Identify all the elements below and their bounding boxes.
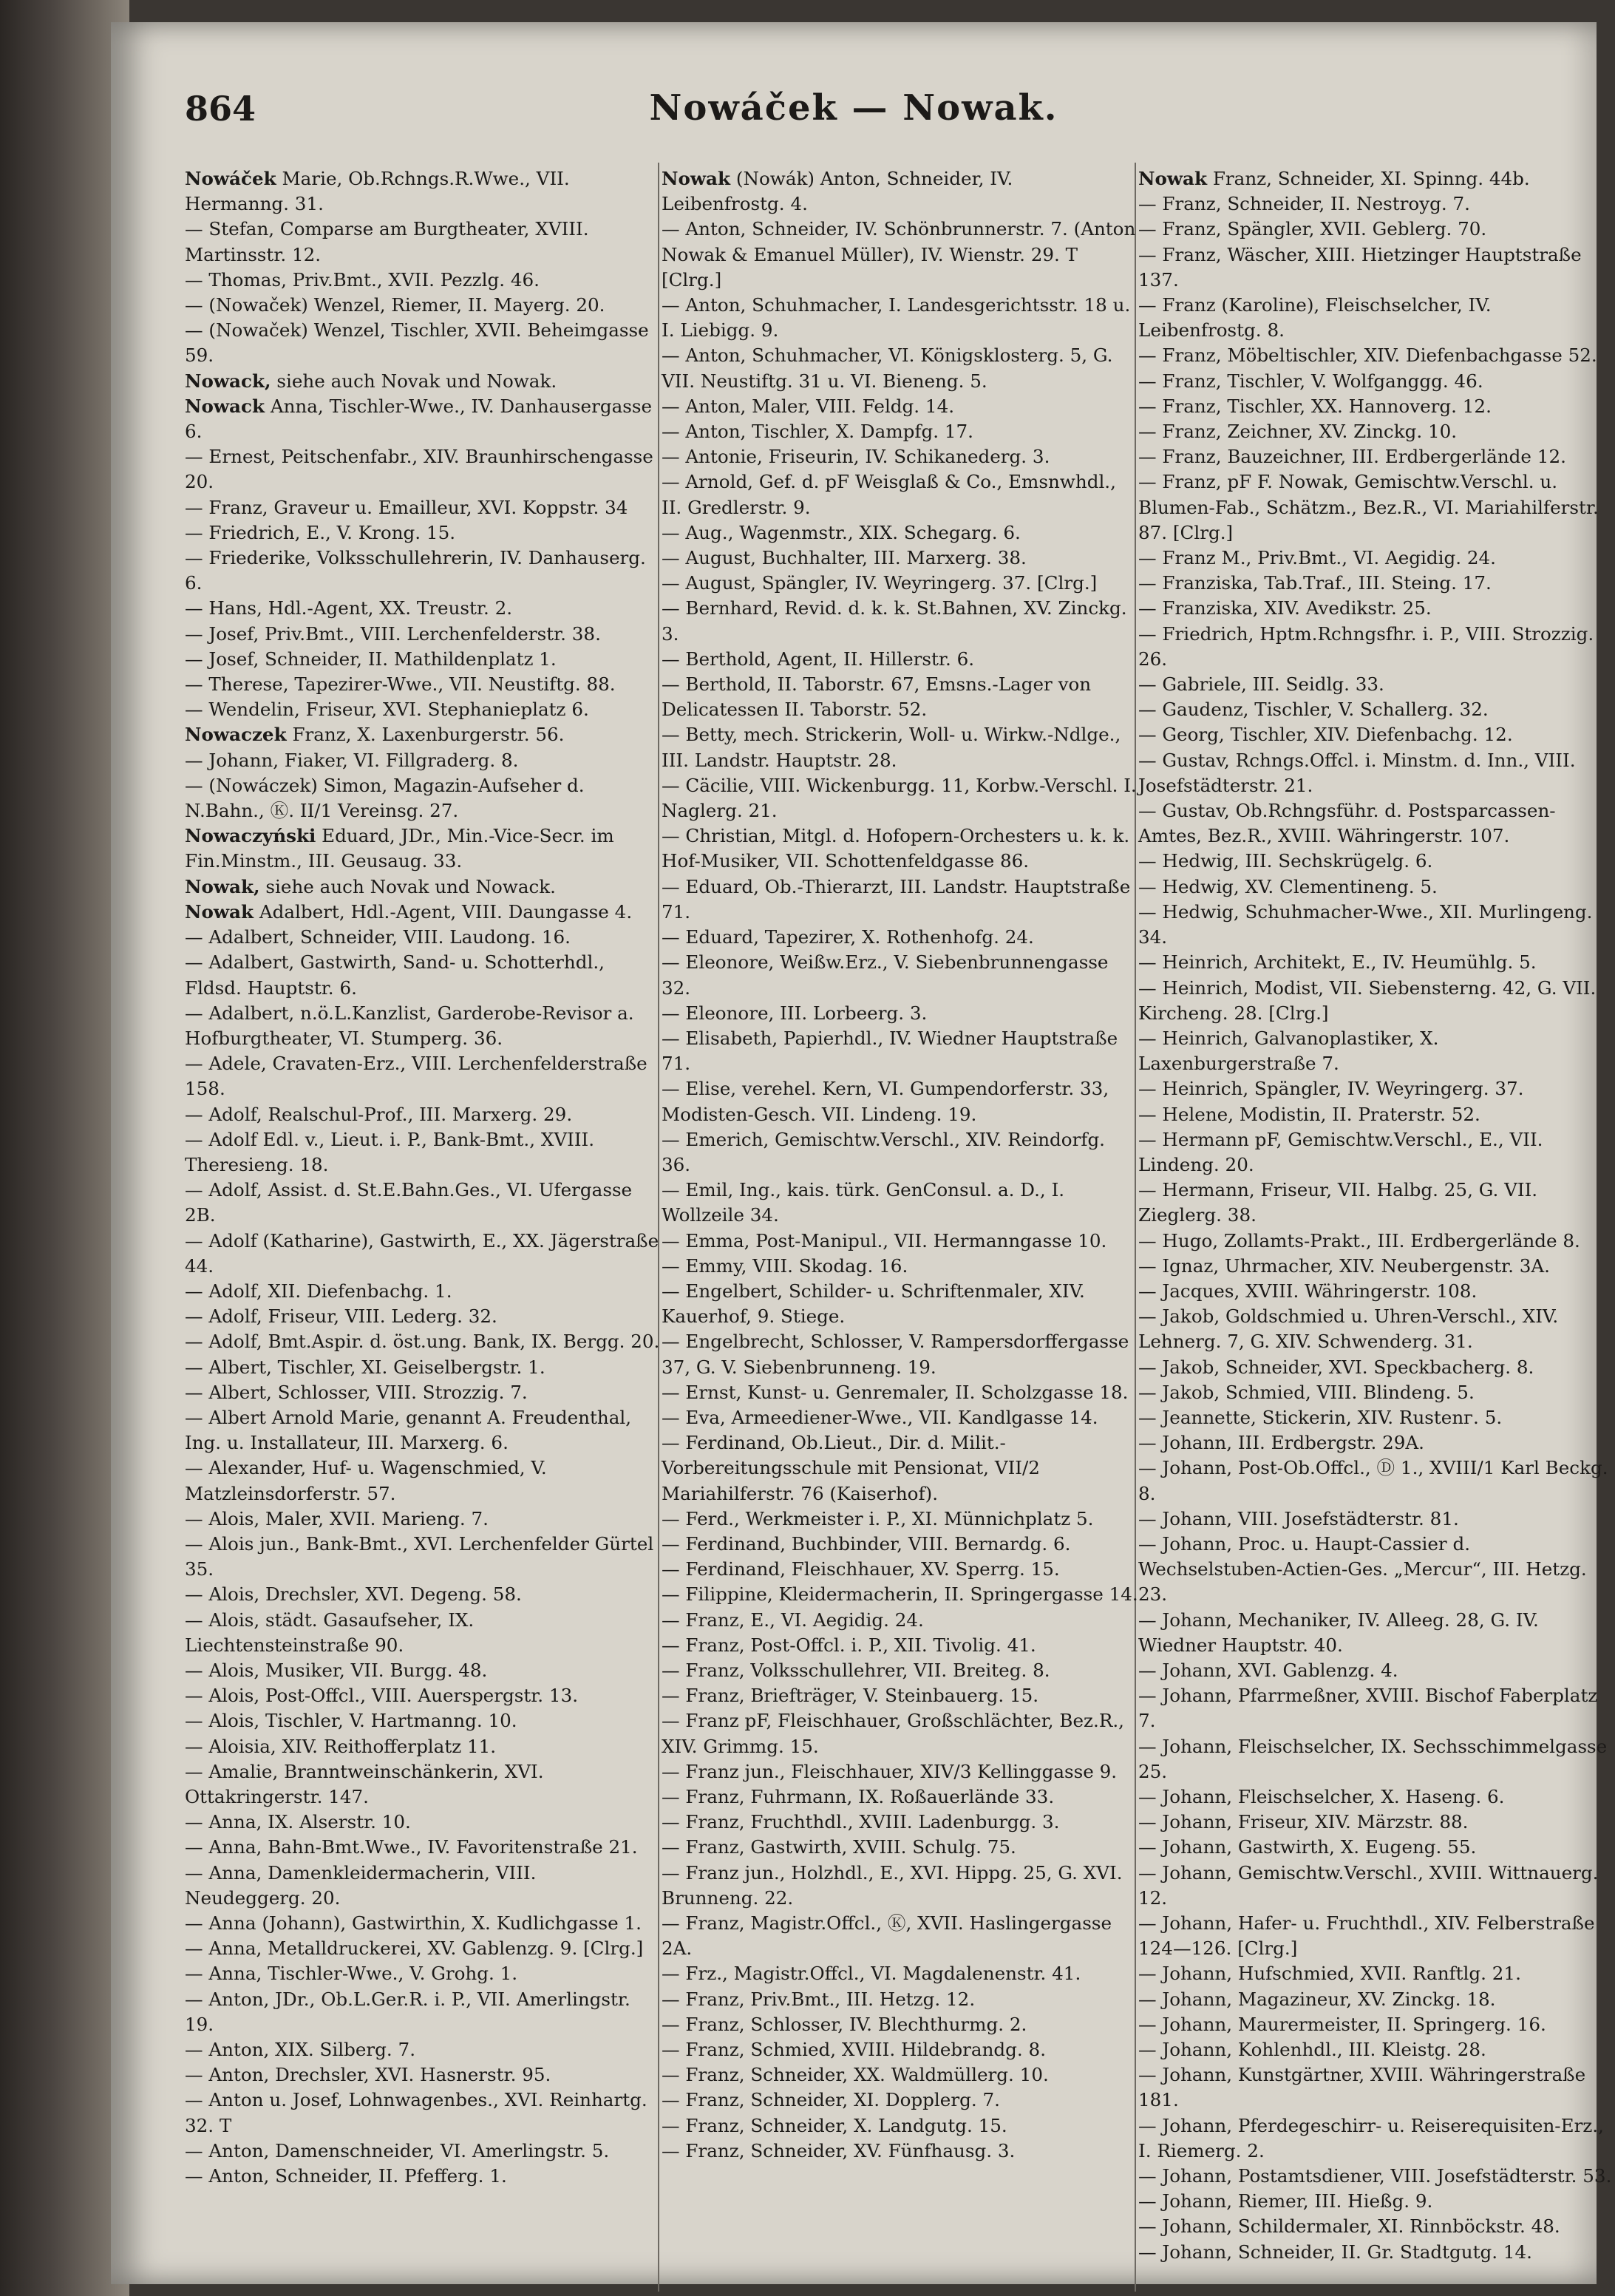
directory-entry: — Alois, städt. Gasaufseher, IX. Liechtensteinstraße 90. [185,1609,475,1656]
directory-entry: — Franz, Möbeltischler, XIV. Diefenbachgasse 52. [1138,344,1597,367]
directory-entry: — Johann, Hufschmied, XVII. Ranftlg. 21. [1138,1963,1521,1985]
directory-entry: — Anna, Metalldruckerei, XV. Gablenzg. 9. [Clrg.] [185,1937,644,1960]
directory-entry: — Johann, Kohlenhdl., III. Kleistg. 28. [1138,2039,1486,2061]
directory-entry: — Franz, Volksschullehrer, VII. Breiteg. 8. [662,1659,1050,1681]
directory-entry: Nowáček Marie, Ob.Rchngs.R.Wwe., VII. Hermanng. 31. [185,168,570,215]
directory-entry: — Franz (Karoline), Fleischselcher, IV. Leibenfrostg. 8. [1138,294,1492,342]
directory-entry: — Wendelin, Friseur, XVI. Stephanieplatz 6. [185,699,589,721]
directory-entry: — Franz, Wäscher, XIII. Hietzinger Hauptstraße 137. [1138,243,1582,291]
directory-entry: — Franz, Schneider, XX. Waldmüllerg. 10. [662,2064,1049,2086]
directory-entry: — Hermann, Friseur, VII. Halbg. 25, G. VII. Zieglerg. 38. [1138,1179,1538,1226]
directory-entry: — Emerich, Gemischtw.Verschl., XIV. Reindorfg. 36. [662,1128,1105,1175]
directory-entry: — Johann, Pferdegeschirr- u. Reiserequisiten-Erz., I. Riemerg. 2. [1138,2114,1604,2161]
directory-entry: — Alexander, Huf- u. Wagenschmied, V. Matzleinsdorferstr. 57. [185,1457,547,1504]
directory-entry: — Albert, Tischler, XI. Geiselbergstr. 1. [185,1356,545,1378]
directory-entry: — Amalie, Branntweinschänkerin, XVI. Ottakringerstr. 147. [185,1760,544,1807]
directory-entry: — Emil, Ing., kais. türk. GenConsul. a. D., I. Wollzeile 34. [662,1179,1065,1226]
directory-entry: — Franziska, XIV. Avedikstr. 25. [1138,597,1432,619]
directory-entry: — Johann, III. Erdbergstr. 29A. [1138,1432,1424,1454]
directory-entry: — Thomas, Priv.Bmt., XVII. Pezzlg. 46. [185,268,540,291]
directory-entry: — Jacques, XVIII. Währingerstr. 108. [1138,1280,1478,1302]
directory-entry: — Elise, verehel. Kern, VI. Gumpendorferstr. 33, Modisten-Gesch. VII. Lindeng. 19. [662,1078,1109,1125]
directory-entry: — Franz, Schneider, X. Landgutg. 15. [662,2114,1007,2136]
directory-entry: — Hedwig, XV. Clementineng. 5. [1138,875,1438,897]
directory-entry: — Antonie, Friseurin, IV. Schikanederg. 3. [662,446,1050,468]
directory-entry: — Ferdinand, Fleischhauer, XV. Sperrg. 15. [662,1558,1060,1580]
directory-entry: — Friedrich, E., V. Krong. 15. [185,521,456,543]
directory-entry: — Franz, Briefträger, V. Steinbauerg. 15. [662,1685,1039,1707]
directory-entry: — Franz, Spängler, XVII. Geblerg. 70. [1138,218,1487,240]
directory-entry: — Albert Arnold Marie, genannt A. Freudenthal, Ing. u. Installateur, III. Marxerg. 6. [185,1406,632,1454]
directory-entry: — Johann, Magazineur, XV. Zinckg. 18. [1138,1988,1496,2010]
directory-entry: — Johann, Hafer- u. Fruchthdl., XIV. Felberstraße 124—126. [Clrg.] [1138,1912,1595,1960]
directory-entry: — Adalbert, n.ö.L.Kanzlist, Garderobe-Revisor a. Hofburgtheater, VI. Stumperg. 36. [185,1002,634,1049]
directory-entry: — Adolf, Bmt.Aspir. d. öst.ung. Bank, IX. Bergg. 20. [185,1331,660,1353]
directory-entry: — Franz pF, Fleischhauer, Großschlächter, Bez.R., XIV. Grimmg. 15. [662,1710,1124,1757]
directory-entry: — Franz, Gastwirth, XVIII. Schulg. 75. [662,1836,1016,1858]
directory-entry: — Adalbert, Schneider, VIII. Laudong. 16. [185,926,571,948]
directory-entry: — Elisabeth, Papierhdl., IV. Wiedner Hauptstraße 71. [662,1027,1118,1075]
directory-entry: — Adele, Cravaten-Erz., VIII. Lerchenfelderstraße 158. [185,1053,647,1100]
directory-entry: — Hans, Hdl.-Agent, XX. Treustr. 2. [185,597,513,619]
directory-entry: — Georg, Tischler, XIV. Diefenbachg. 12. [1138,724,1513,746]
directory-entry: — Gustav, Rchngs.Offcl. i. Minstm. d. Inn., VIII. Josefstädterstr. 21. [1138,749,1576,796]
directory-entry: — Eduard, Ob.-Thierarzt, III. Landstr. Hauptstraße 71. [662,875,1131,923]
directory-entry: — Josef, Priv.Bmt., VIII. Lerchenfelderstr. 38. [185,622,601,645]
directory-entry: — Franz, E., VI. Aegidig. 24. [662,1609,924,1631]
directory-entry: — Jakob, Schneider, XVI. Speckbacherg. 8. [1138,1356,1534,1378]
directory-entry: — Ferdinand, Ob.Lieut., Dir. d. Milit.-Vorbereitungsschule mit Pensionat, VII/2 Mariahilferstr. 76 (Kaiserhof). [662,1432,1040,1504]
directory-entry: — Berthold, Agent, II. Hillerstr. 6. [662,648,975,670]
directory-entry: — Alois, Tischler, V. Hartmanng. 10. [185,1710,517,1732]
directory-entry: — Anton, XIX. Silberg. 7. [185,2039,416,2061]
directory-entry: — Johann, Gastwirth, X. Eugeng. 55. [1138,1836,1477,1858]
directory-entry: — Eva, Armeediener-Wwe., VII. Kandlgasse 14. [662,1406,1098,1428]
directory-entry: — Aug., Wagenmstr., XIX. Schegarg. 6. [662,521,1021,543]
directory-entry: — Johann, Maurermeister, II. Springerg. 16. [1138,2013,1546,2035]
directory-entry: — Adolf, Friseur, VIII. Lederg. 32. [185,1305,497,1328]
directory-entry: — Filippine, Kleidermacherin, II. Springergasse 14. [662,1583,1138,1606]
directory-entry: Nowack, siehe auch Novak und Nowak. [185,370,557,392]
directory-entry: — Jakob, Goldschmied u. Uhren-Verschl., XIV. Lehnerg. 7, G. XIV. Schwenderg. 31. [1138,1305,1559,1353]
directory-entry: — Franz, Schneider, XI. Dopplerg. 7. [662,2089,1000,2111]
directory-entry: — Ferd., Werkmeister i. P., XI. Münnichplatz 5. [662,1507,1094,1529]
directory-entry: — Franz, Schmied, XVIII. Hildebrandg. 8. [662,2039,1047,2061]
directory-entry: — August, Buchhalter, III. Marxerg. 38. [662,547,1027,569]
directory-entry: — Adolf, XII. Diefenbachg. 1. [185,1280,452,1302]
directory-entry: — Hedwig, III. Sechskrügelg. 6. [1138,850,1433,872]
directory-entry: — Franz, Bauzeichner, III. Erdbergerlände 12. [1138,446,1566,468]
directory-entry: — Johann, Proc. u. Haupt-Cassier d. Wechselstuben-Actien-Ges. „Mercur“, III. Hetzg. 23. [1138,1532,1587,1606]
directory-entry: — Ferdinand, Buchbinder, VIII. Bernardg. 6. [662,1532,1071,1555]
directory-entry: — (Nowáczek) Simon, Magazin-Aufseher d. N.Bahn., Ⓚ. II/1 Vereinsg. 27. [185,774,585,822]
directory-entry: — Berthold, II. Taborstr. 67, Emsns.-Lager von Delicatessen II. Taborstr. 52. [662,673,1092,721]
directory-entry: — Eleonore, Weißw.Erz., V. Siebenbrunnengasse 32. [662,951,1109,999]
directory-entry: — Anton u. Josef, Lohnwagenbes., XVI. Reinhartg. 32. T [185,2089,647,2136]
directory-entry: — Alois, Drechsler, XVI. Degeng. 58. [185,1583,522,1606]
directory-entry: — Johann, Schneider, II. Gr. Stadtgutg. 14. [1138,2241,1532,2263]
directory-entry: Nowak (Nowák) Anton, Schneider, IV. Leibenfrostg. 4. [662,168,1013,215]
directory-entry: — Ernst, Kunst- u. Genremaler, II. Scholzgasse 18. [662,1381,1129,1403]
directory-entry: — Heinrich, Modist, VII. Siebensterng. 42, G. VII. Kircheng. 28. [Clrg.] [1138,977,1597,1024]
directory-entry: — Franz, Post-Offcl. i. P., XII. Tivolig. 41. [662,1634,1036,1656]
page-number: 864 [185,89,256,129]
directory-entry: — Anna, Damenkleidermacherin, VIII. Neudeggerg. 20. [185,1861,537,1909]
directory-entry: — Betty, mech. Strickerin, Woll- u. Wirkw.-Ndlge., III. Landstr. Hauptstr. 28. [662,724,1121,771]
directory-entry: — Gaudenz, Tischler, V. Schallerg. 32. [1138,699,1489,721]
directory-entry: — Emma, Post-Manipul., VII. Hermanngasse 10. [662,1229,1107,1251]
directory-entry: — Johann, Friseur, XIV. Märzstr. 88. [1138,1811,1469,1833]
directory-entry: — Eduard, Tapezirer, X. Rothenhofg. 24. [662,926,1034,948]
directory-entry: — Heinrich, Architekt, E., IV. Heumühlg. 5. [1138,951,1537,974]
directory-entry: — Cäcilie, VIII. Wickenburgg. 11, Korbw.-Verschl. I. Naglerg. 21. [662,774,1137,822]
directory-entry: — Stefan, Comparse am Burgtheater, XVIII. Martinsstr. 12. [185,218,589,265]
directory-entry: Nowaczyński Eduard, JDr., Min.-Vice-Secr. im Fin.Minstm., III. Geusaug. 33. [185,825,614,872]
directory-entry: — Anton, JDr., Ob.L.Ger.R. i. P., VII. Amerlingstr. 19. [185,1988,630,2035]
directory-entry: — Franz M., Priv.Bmt., VI. Aegidig. 24. [1138,547,1496,569]
directory-entry: — (Nowaček) Wenzel, Riemer, II. Mayerg. 20. [185,294,605,316]
directory-entry: — Albert, Schlosser, VIII. Strozzig. 7. [185,1381,528,1403]
directory-entry: — Anton, Maler, VIII. Feldg. 14. [662,395,955,417]
directory-entry: — Anton, Tischler, X. Dampfg. 17. [662,421,973,443]
directory-entry: — Johann, Kunstgärtner, XVIII. Währingerstraße 181. [1138,2064,1586,2111]
directory-entry: — Johann, Riemer, III. Hießg. 9. [1138,2190,1433,2212]
directory-entry: — Anton, Drechsler, XVI. Hasnerstr. 95. [185,2064,551,2086]
directory-entry: — Johann, Mechaniker, IV. Alleeg. 28, G. IV. Wiedner Hauptstr. 40. [1138,1609,1539,1656]
directory-entry: — Hedwig, Schuhmacher-Wwe., XII. Murlingeng. 34. [1138,900,1593,948]
directory-entry: — Franz, Schneider, XV. Fünfhausg. 3. [662,2139,1016,2161]
directory-entry: — Johann, Schildermaler, XI. Rinnböckstr. 48. [1138,2215,1560,2238]
column-left [185,166,662,2189]
directory-entry: — Johann, Fleischselcher, X. Haseng. 6. [1138,1786,1505,1807]
directory-entry: — Anton, Damenschneider, VI. Amerlingstr. 5. [185,2139,610,2161]
directory-entry: — Arnold, Gef. d. pF Weisglaß & Co., Emsnwhdl., II. Gredlerstr. 9. [662,471,1116,518]
directory-entry: — Franz, Priv.Bmt., III. Hetzg. 12. [662,1988,976,2010]
directory-entry: — Adolf Edl. v., Lieut. i. P., Bank-Bmt., XVIII. Theresieng. 18. [185,1128,595,1175]
directory-entry: — Hugo, Zollamts-Prakt., III. Erdbergerlände 8. [1138,1229,1580,1251]
directory-entry: — Anna, Bahn-Bmt.Wwe., IV. Favoritenstraße 21. [185,1836,638,1858]
directory-page [111,22,1612,2284]
directory-entry: — Johann, Gemischtw.Verschl., XVIII. Wittnauerg. 12. [1138,1861,1599,1909]
directory-entry: — Franz jun., Fleischhauer, XIV/3 Kellinggasse 9. [662,1760,1118,1782]
directory-entry: — Jeannette, Stickerin, XIV. Rustenг. 5. [1138,1406,1503,1428]
running-head: Nowáček — Nowak. [649,87,1058,129]
directory-entry: — Friederike, Volksschullehrerin, IV. Danhauserg. 6. [185,547,646,594]
directory-entry: — Heinrich, Galvanoplastiker, X. Laxenburgerstraße 7. [1138,1027,1439,1075]
directory-entry: — Franz, Tischler, V. Wolfganggg. 46. [1138,370,1483,392]
directory-entry: — Franz, Fuhrmann, IX. Roßauerlände 33. [662,1786,1055,1807]
directory-entry: — Josef, Schneider, II. Mathildenplatz 1. [185,648,557,670]
directory-entry: — Johann, Fleischselcher, IX. Sechsschimmelgasse 25. [1138,1735,1608,1782]
directory-entry: — Johann, Fiaker, VI. Fillgraderg. 8. [185,749,519,771]
directory-entry: — Ernest, Peitschenfabr., XIV. Braunhirschengasse 20. [185,446,653,493]
directory-entry: — Ignaz, Uhrmacher, XIV. Neubergenstr. 3A. [1138,1254,1550,1277]
directory-entry: — Alois, Maler, XVII. Marieng. 7. [185,1507,489,1529]
directory-entry: — Johann, Pfarrmeßner, XVIII. Bischof Faberplatz 7. [1138,1685,1598,1732]
directory-entry: — Adalbert, Gastwirth, Sand- u. Schotterhdl., Fldsd. Hauptstr. 6. [185,951,605,999]
directory-entry: — Jakob, Schmied, VIII. Blindeng. 5. [1138,1381,1475,1403]
directory-entry: — Friedrich, Hptm.Rchngsfhr. i. P., VIII. Strozzig. 26. [1138,622,1594,670]
directory-entry: — Heinrich, Spängler, IV. Weyringerg. 37. [1138,1078,1524,1100]
directory-entry: — Johann, Post-Ob.Offcl., Ⓓ 1., XVIII/1 Karl Beckg. 8. [1138,1457,1608,1504]
directory-entry: — (Nowaček) Wenzel, Tischler, XVII. Beheimgasse 59. [185,319,649,367]
directory-entry: — Franz, pF F. Nowak, Gemischtw.Verschl. u. Blumen-Fab., Schätzm., Bez.R., VI. Mariahilferstr. 87. [Clrg.] [1138,471,1599,543]
directory-entry: — Franz, Tischler, XX. Hannoverg. 12. [1138,395,1492,417]
directory-entry: — Gustav, Ob.Rchngsführ. d. Postsparcassen-Amtes, Bez.R., XVIII. Währingerstr. 107. [1138,800,1556,847]
directory-entry: Nowak Adalbert, Hdl.-Agent, VIII. Daungasse 4. [185,900,633,923]
directory-entry: — Johann, Postamtsdiener, VIII. Josefstädterstr. 53. [1138,2165,1612,2187]
directory-entry: — Franziska, Tab.Traf., III. Steing. 17. [1138,572,1492,594]
directory-entry: — Engelbrecht, Schlosser, V. Rampersdorffergasse 37, G. V. Siebenbrunneng. 19. [662,1331,1129,1378]
directory-entry: — Therese, Tapezirer-Wwe., VII. Neustiftg. 88. [185,673,616,696]
directory-entry: — Franz, Schneider, II. Nestroyg. 7. [1138,193,1470,215]
directory-entry: Nowak, siehe auch Novak und Nowack. [185,875,556,897]
directory-entry: — Anna, Tischler-Wwe., V. Grohg. 1. [185,1963,518,1985]
directory-entry: — Frz., Magistr.Offcl., VI. Magdalenenstr. 41. [662,1963,1081,1985]
directory-entry: — Helene, Modistin, II. Praterstr. 52. [1138,1103,1480,1125]
directory-entry: — Franz, Graveur u. Emailleur, XVI. Koppstr. 34 [185,496,628,518]
directory-entry: — Emmy, VIII. Skodag. 16. [662,1254,908,1277]
directory-entry: — Anton, Schneider, II. Pfefferg. 1. [185,2165,507,2187]
directory-entry: — Anna, IX. Alserstr. 10. [185,1811,411,1833]
directory-entry: — Franz, Schlosser, IV. Blechthurmg. 2. [662,2013,1027,2035]
directory-entry: — August, Spängler, IV. Weyringerg. 37. [Clrg.] [662,572,1098,594]
directory-entry: — Alois, Musiker, VII. Burgg. 48. [185,1659,488,1681]
book-binding-edge [0,0,129,2296]
directory-entry: — Hermann pF, Gemischtw.Verschl., E., VII. Lindeng. 20. [1138,1128,1543,1175]
directory-entry: — Engelbert, Schilder- u. Schriftenmaler, XIV. Kauerhof, 9. Stiege. [662,1280,1085,1328]
directory-entry: — Johann, VIII. Josefstädterstr. 81. [1138,1507,1459,1529]
directory-entry: — Aloisia, XIV. Reithofferplatz 11. [185,1735,497,1757]
column-middle [662,166,1138,2164]
directory-entry: — Alois jun., Bank-Bmt., XVI. Lerchenfelder Gürtel 35. [185,1532,654,1580]
directory-entry: — Adolf (Katharine), Gastwirth, E., XX. Jägerstraße 44. [185,1229,659,1277]
directory-entry: — Franz, Fruchthdl., XVIII. Ladenburgg. 3. [662,1811,1060,1833]
column-right [1138,166,1615,2265]
directory-entry: — Adolf, Realschul-Prof., III. Marxerg. 29. [185,1103,573,1125]
directory-entry: — Gabriele, III. Seidlg. 33. [1138,673,1384,696]
directory-entry: — Anton, Schneider, IV. Schönbrunnerstr. 7. (Anton Nowak & Emanuel Müller), IV. Wienstr. 29. T [Clrg.] [662,218,1136,291]
directory-entry: — Bernhard, Revid. d. k. k. St.Bahnen, XV. Zinckg. 3. [662,597,1127,645]
directory-entry: — Alois, Post-Offcl., VIII. Auerspergstr. 13. [185,1685,579,1707]
directory-entry: — Franz jun., Holzhdl., E., XVI. Hippg. 25, G. XVI. Brunneng. 22. [662,1861,1123,1909]
directory-entry: — Franz, Magistr.Offcl., Ⓚ, XVII. Haslingergasse 2A. [662,1912,1112,1960]
directory-entry: Nowak Franz, Schneider, XI. Spinng. 44b. [1138,168,1530,189]
directory-entry: — Anna (Johann), Gastwirthin, X. Kudlichgasse 1. [185,1912,642,1935]
directory-entry: — Anton, Schuhmacher, VI. Königsklosterg. 5, G. VII. Neustiftg. 31 u. VI. Bieneng. 5. [662,344,1113,392]
directory-entry: Nowack Anna, Tischler-Wwe., IV. Danhausergasse 6. [185,395,653,443]
directory-entry: — Johann, XVI. Gablenzg. 4. [1138,1659,1398,1681]
directory-entry: — Adolf, Assist. d. St.E.Bahn.Ges., VI. Ufergasse 2B. [185,1179,633,1226]
directory-entry: — Eleonore, III. Lorbeerg. 3. [662,1002,928,1024]
directory-entry: — Anton, Schuhmacher, I. Landesgerichtsstr. 18 u. I. Liebigg. 9. [662,294,1131,342]
directory-entry: — Franz, Zeichner, XV. Zinckg. 10. [1138,421,1458,443]
directory-entry: — Christian, Mitgl. d. Hofopern-Orchesters u. k. k. Hof-Musiker, VII. Schottenfeldgasse 86. [662,825,1130,872]
directory-entry: Nowaczek Franz, X. Laxenburgerstr. 56. [185,724,565,746]
